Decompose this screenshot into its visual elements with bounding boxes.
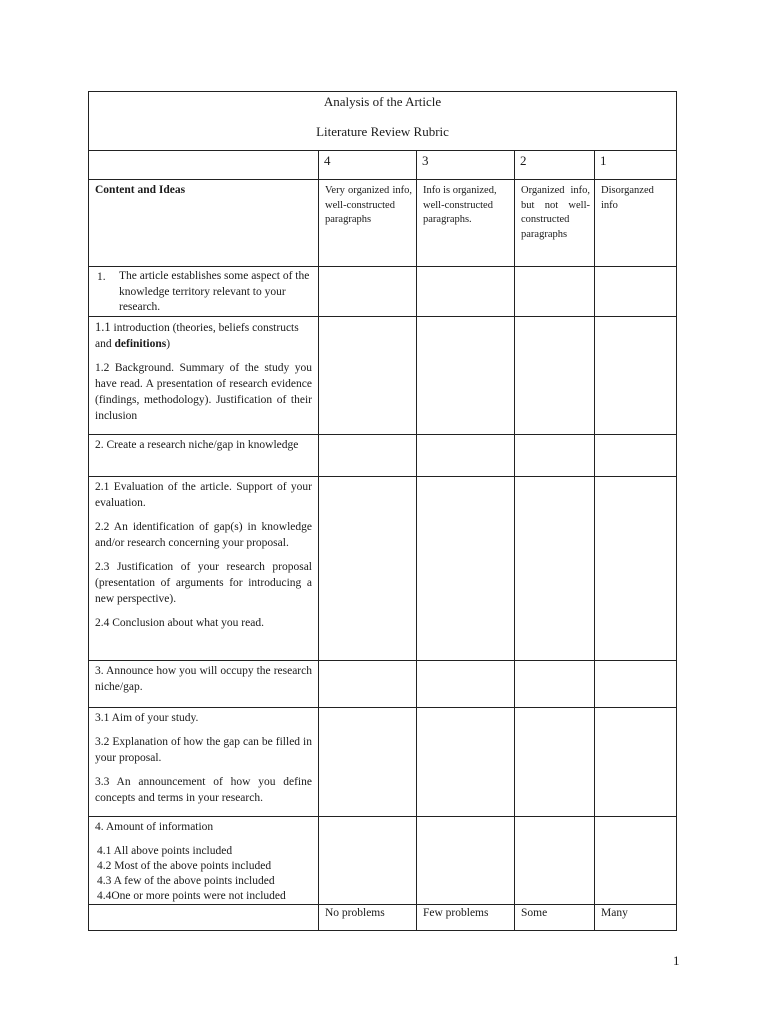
document-title: Analysis of the Article xyxy=(323,94,442,109)
rubric-row-2-sub xyxy=(89,476,677,660)
score-cell xyxy=(417,267,515,317)
criterion-1-number: 1. xyxy=(97,271,106,283)
score-cell xyxy=(595,476,677,660)
score-cell xyxy=(595,660,677,707)
score-cell xyxy=(417,316,515,434)
score-1: 1 xyxy=(595,151,677,180)
score-cell xyxy=(319,816,417,904)
score-cell xyxy=(595,316,677,434)
score-cell xyxy=(515,316,595,434)
descriptor-2: Organized info, but not well-constructed paragraphs xyxy=(515,180,595,267)
descriptor-1: Disorganzed info xyxy=(595,180,677,267)
score-cell xyxy=(515,660,595,707)
document-subtitle: Literature Review Rubric xyxy=(316,124,449,139)
score-3: 3 xyxy=(417,151,515,180)
criterion-1-sub xyxy=(89,316,319,434)
footer-some: Some xyxy=(515,904,595,930)
criterion-1-text: The article establishes some aspect of the knowledge territory relevant to your research. xyxy=(119,270,310,313)
score-cell xyxy=(515,707,595,816)
score-cell xyxy=(319,434,417,476)
score-cell xyxy=(417,816,515,904)
score-cell xyxy=(319,316,417,434)
criteria-header-row xyxy=(89,180,677,267)
criterion-1-1: 1.1 introduction (theories, beliefs constructs and definitions) xyxy=(95,319,299,350)
score-cell xyxy=(595,267,677,317)
score-cell xyxy=(595,707,677,816)
score-cell xyxy=(319,660,417,707)
criterion-2: 2. Create a research niche/gap in knowledge xyxy=(89,434,319,476)
score-cell xyxy=(319,476,417,660)
score-cell xyxy=(417,476,515,660)
criterion-2-sub xyxy=(89,476,319,660)
criterion-4-heading: 4. Amount of information xyxy=(95,820,214,833)
criterion-3-sub xyxy=(89,707,319,816)
title-row xyxy=(89,92,677,151)
criterion-2-3: 2.3 Justification of your research proposal (presentation of arguments for introducing a new perspective). xyxy=(95,560,312,605)
rubric-row-3 xyxy=(89,660,677,707)
rubric-row-4 xyxy=(89,816,677,904)
footer-no-problems: No problems xyxy=(319,904,417,930)
descriptor-4: Very organized info, well-constructed paragraphs xyxy=(319,180,417,267)
score-cell xyxy=(515,816,595,904)
criterion-3: 3. Announce how you will occupy the research niche/gap. xyxy=(89,660,319,707)
score-cell xyxy=(417,434,515,476)
rubric-table xyxy=(88,91,677,931)
score-row xyxy=(89,151,677,180)
score-cell xyxy=(417,660,515,707)
score-cell xyxy=(319,707,417,816)
criterion-4-2: 4.2 Most of the above points included xyxy=(97,859,272,872)
criterion-2-2: 2.2 An identification of gap(s) in knowledge and/or research concerning your proposal. xyxy=(95,520,312,549)
rubric-row-2 xyxy=(89,434,677,476)
score-2: 2 xyxy=(515,151,595,180)
criterion-2-4: 2.4 Conclusion about what you read. xyxy=(95,616,264,629)
score-row-empty-cell xyxy=(89,151,319,180)
title-cell xyxy=(89,92,677,151)
footer-many: Many xyxy=(595,904,677,930)
score-cell xyxy=(515,267,595,317)
criterion-3-2: 3.2 Explanation of how the gap can be filled in your proposal. xyxy=(95,735,312,764)
page-number: 1 xyxy=(673,953,680,968)
score-cell xyxy=(595,816,677,904)
rubric-row-1-sub xyxy=(89,316,677,434)
criterion-3-1: 3.1 Aim of your study. xyxy=(95,711,199,724)
footer-few-problems: Few problems xyxy=(417,904,515,930)
criterion-4 xyxy=(89,816,319,904)
score-cell xyxy=(515,476,595,660)
criterion-4-4: 4.4One or more points were not included xyxy=(97,889,286,902)
descriptor-3: Info is organized, well-constructed paragraphs. xyxy=(417,180,515,267)
score-cell xyxy=(417,707,515,816)
criterion-1 xyxy=(89,267,319,317)
rubric-row-3-sub xyxy=(89,707,677,816)
criterion-4-1: 4.1 All above points included xyxy=(97,844,233,857)
criterion-3-3: 3.3 An announcement of how you define concepts and terms in your research. xyxy=(95,775,312,804)
score-cell xyxy=(595,434,677,476)
score-cell xyxy=(515,434,595,476)
footer-row xyxy=(89,904,677,930)
score-4: 4 xyxy=(319,151,417,180)
criterion-4-3: 4.3 A few of the above points included xyxy=(97,874,275,887)
content-and-ideas-label: Content and Ideas xyxy=(89,180,319,267)
criterion-2-1: 2.1 Evaluation of the article. Support of your evaluation. xyxy=(95,480,312,509)
rubric-row-1 xyxy=(89,267,677,317)
footer-empty-cell xyxy=(89,904,319,930)
criterion-1-2: 1.2 Background. Summary of the study you have read. A presentation of research evidence (findings, methodology). Justification of their inclusion xyxy=(95,361,312,422)
score-cell xyxy=(319,267,417,317)
